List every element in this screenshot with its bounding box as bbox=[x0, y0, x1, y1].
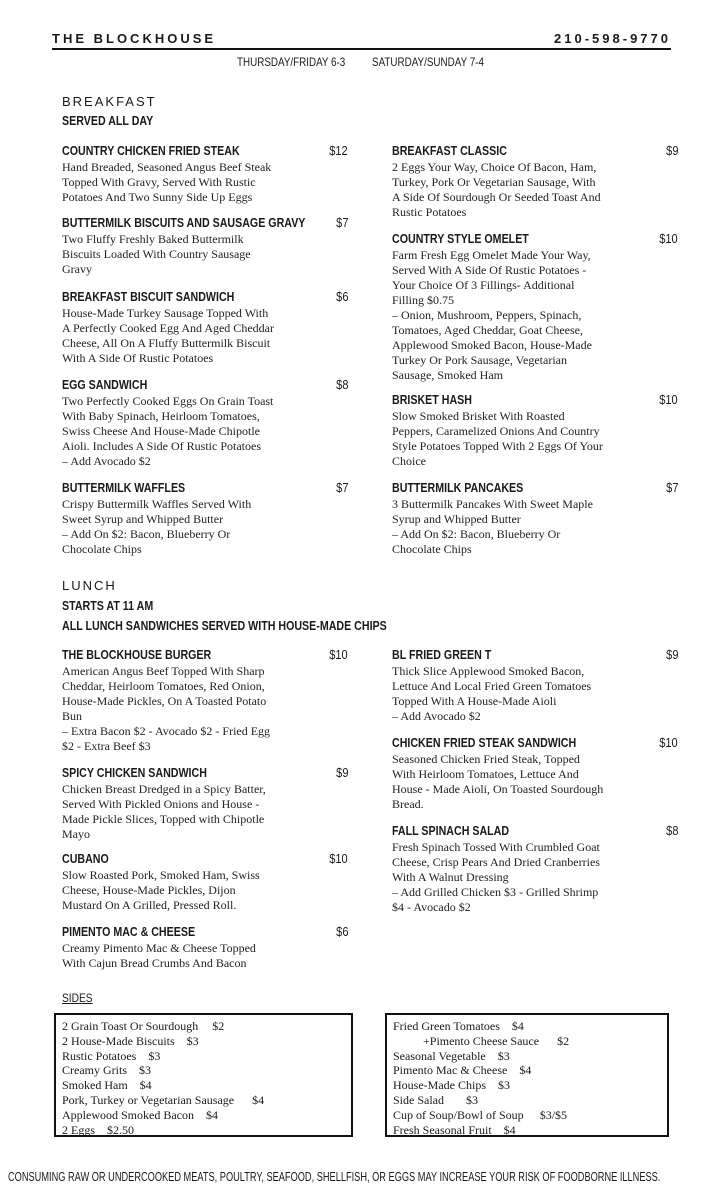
menu-item bbox=[392, 142, 678, 220]
item-name: CUBANO bbox=[62, 851, 109, 866]
item-price: $10 bbox=[329, 851, 348, 866]
item-price: $8 bbox=[335, 377, 348, 392]
item-name: BREAKFAST CLASSIC bbox=[392, 143, 507, 158]
side-item: Cup of Soup/Bowl of Soup $3/$5 bbox=[393, 1107, 568, 1122]
item-price: $9 bbox=[665, 647, 678, 662]
lunch-subtitle: STARTS AT 11 AM bbox=[62, 598, 154, 613]
item-price: $10 bbox=[659, 231, 678, 246]
item-price: $9 bbox=[335, 765, 348, 780]
item-name: BL FRIED GREEN T bbox=[392, 647, 492, 662]
item-description: Two Fluffy Freshly Baked Buttermilk Biscuits Loaded With Country Sausage Gravy bbox=[62, 232, 251, 276]
lunch-title: LUNCH bbox=[62, 578, 117, 593]
item-description: House-Made Turkey Sausage Topped With A Perfectly Cooked Egg And Aged Cheddar Cheese, All On A Fluffy Buttermilk Biscuit With A Side Of Rustic Potatoes bbox=[62, 306, 274, 365]
hours-weekend: SATURDAY/SUNDAY 7-4 bbox=[372, 55, 484, 69]
item-description: Thick Slice Applewood Smoked Bacon, Lettuce And Local Fried Green Tomatoes Topped With A House-Made Aioli – Add Avocado $2 bbox=[392, 664, 592, 723]
breakfast-subtitle: SERVED ALL DAY bbox=[62, 113, 154, 128]
menu-item bbox=[62, 288, 348, 366]
item-name: CHICKEN FRIED STEAK SANDWICH bbox=[392, 735, 577, 750]
item-description: Seasoned Chicken Fried Steak, Topped With Heirloom Tomatoes, Lettuce And House - Made Aioli, On Toasted Sourdough Bread. bbox=[392, 752, 604, 811]
side-item: 2 Grain Toast Or Sourdough $2 bbox=[62, 1019, 225, 1033]
menu-item bbox=[392, 479, 678, 557]
sides-box-right bbox=[385, 1013, 669, 1137]
menu-item bbox=[392, 734, 678, 812]
menu-item bbox=[392, 822, 678, 915]
menu-item bbox=[62, 142, 348, 205]
header-divider bbox=[52, 48, 671, 50]
item-price: $10 bbox=[659, 735, 678, 750]
item-name: BUTTERMILK WAFFLES bbox=[62, 480, 186, 495]
item-description: American Angus Beef Topped With Sharp Cheddar, Heirloom Tomatoes, Red Onion, House-Made Pickles, On A Toasted Potato Bun – Extra Bacon $2 - Avocado $2 - Fried Egg $2 - Extra Beef $3 bbox=[62, 664, 271, 753]
side-item: Applewood Smoked Bacon $4 bbox=[62, 1107, 218, 1122]
item-name: EGG SANDWICH bbox=[62, 377, 148, 392]
side-item: Rustic Potatoes $3 bbox=[62, 1048, 161, 1063]
menu-item bbox=[62, 214, 348, 277]
item-price: $7 bbox=[665, 480, 678, 495]
item-name: PIMENTO MAC & CHEESE bbox=[62, 924, 196, 939]
side-item: Side Salad $3 bbox=[393, 1092, 478, 1107]
side-item: Pork, Turkey or Vegetarian Sausage $4 bbox=[62, 1092, 265, 1107]
side-item: 2 Eggs $2.50 bbox=[62, 1122, 134, 1137]
side-item: Pimento Mac & Cheese $4 bbox=[393, 1063, 532, 1078]
item-price: $7 bbox=[335, 215, 348, 230]
breakfast-title: BREAKFAST bbox=[62, 94, 157, 109]
item-price: $6 bbox=[335, 289, 348, 304]
food-safety-disclaimer: CONSUMING RAW OR UNDERCOOKED MEATS, POULTRY, SEAFOOD, SHELLFISH, OR EGGS MAY INCREASE YOUR RISK OF FOODBORNE ILLNESS. bbox=[8, 1169, 661, 1184]
hours-weekday: THURSDAY/FRIDAY 6-3 bbox=[237, 55, 346, 69]
menu-item bbox=[62, 646, 348, 754]
item-name: FALL SPINACH SALAD bbox=[392, 823, 510, 838]
menu-item bbox=[62, 850, 348, 913]
item-description: Fresh Spinach Tossed With Crumbled Goat Cheese, Crisp Pears And Dried Cranberries With A Walnut Dressing – Add Grilled Chicken $3 - Grilled Shrimp $4 - Avocado $2 bbox=[392, 840, 600, 914]
side-item: 2 House-Made Biscuits $3 bbox=[62, 1033, 199, 1048]
item-description: Farm Fresh Egg Omelet Made Your Way, Served With A Side Of Rustic Potatoes - Your Choice Of 3 Fillings- Additional Filling $0.75 – Onion, Mushroom, Peppers, Spinach, Tomatoes, Aged Cheddar, Goat Cheese, Applewood Smoked Bacon, House-Made Turkey Or Pork Sausage, Vegetarian Sausage, Smoked Ham bbox=[392, 248, 592, 382]
item-name: COUNTRY CHICKEN FRIED STEAK bbox=[62, 143, 240, 158]
item-description: Hand Breaded, Seasoned Angus Beef Steak Topped With Gravy, Served With Rustic Potatoes And Two Sunny Side Up Eggs bbox=[62, 160, 272, 204]
phone-number: 210-598-9770 bbox=[554, 31, 671, 46]
side-item: Seasonal Vegetable $3 bbox=[393, 1048, 510, 1063]
item-price: $8 bbox=[665, 823, 678, 838]
item-description: 2 Eggs Your Way, Choice Of Bacon, Ham, Turkey, Pork Or Vegetarian Sausage, With A Side Of Sourdough Or Seeded Toast And Rustic Potatoes bbox=[392, 160, 601, 219]
side-item: Creamy Grits $3 bbox=[62, 1063, 151, 1078]
sides-title: SIDES bbox=[62, 991, 93, 1005]
menu-item bbox=[392, 646, 678, 724]
restaurant-name: THE BLOCKHOUSE bbox=[52, 31, 217, 46]
item-description: Slow Roasted Pork, Smoked Ham, Swiss Cheese, House-Made Pickles, Dijon Mustard On A Grilled, Pressed Roll. bbox=[62, 868, 260, 912]
item-name: BREAKFAST BISCUIT SANDWICH bbox=[62, 289, 235, 304]
item-price: $9 bbox=[665, 143, 678, 158]
side-item: Fried Green Tomatoes $4 bbox=[393, 1019, 524, 1033]
item-description: 3 Buttermilk Pancakes With Sweet Maple Syrup and Whipped Butter – Add On $2: Bacon, Blueberry Or Chocolate Chips bbox=[392, 497, 593, 556]
menu-item bbox=[62, 376, 348, 469]
item-description: Two Perfectly Cooked Eggs On Grain Toast With Baby Spinach, Heirloom Tomatoes, Swiss Cheese And House-Made Chipotle Aioli. Includes A Side Of Rustic Potatoes – Add Avocado $2 bbox=[62, 394, 274, 468]
item-name: BRISKET HASH bbox=[392, 392, 472, 407]
item-name: COUNTRY STYLE OMELET bbox=[392, 231, 529, 246]
item-price: $10 bbox=[329, 647, 348, 662]
item-price: $12 bbox=[329, 143, 348, 158]
side-item: House-Made Chips $3 bbox=[393, 1078, 510, 1093]
item-price: $10 bbox=[659, 392, 678, 407]
sides-box-left bbox=[54, 1013, 353, 1137]
menu-item bbox=[392, 230, 678, 383]
menu-item bbox=[62, 923, 348, 971]
menu-item bbox=[392, 391, 678, 469]
item-description: Crispy Buttermilk Waffles Served With Sweet Syrup and Whipped Butter – Add On $2: Bacon, Blueberry Or Chocolate Chips bbox=[62, 497, 252, 556]
menu-item bbox=[62, 764, 348, 842]
item-name: BUTTERMILK BISCUITS AND SAUSAGE GRAVY bbox=[62, 215, 306, 230]
item-name: THE BLOCKHOUSE BURGER bbox=[62, 647, 212, 662]
side-item: +Pimento Cheese Sauce $2 bbox=[423, 1033, 570, 1048]
item-description: Slow Smoked Brisket With Roasted Peppers, Caramelized Onions And Country Style Potatoes Topped With 2 Eggs Of Your Choice bbox=[392, 409, 603, 468]
lunch-note: ALL LUNCH SANDWICHES SERVED WITH HOUSE-MADE CHIPS bbox=[62, 618, 387, 633]
side-item: Smoked Ham $4 bbox=[62, 1078, 152, 1093]
item-price: $7 bbox=[335, 480, 348, 495]
item-price: $6 bbox=[335, 924, 348, 939]
item-description: Chicken Breast Dredged in a Spicy Batter, Served With Pickled Onions and House - Made Pickle Slices, Topped with Chipotle Mayo bbox=[62, 782, 266, 841]
item-name: SPICY CHICKEN SANDWICH bbox=[62, 765, 207, 780]
item-name: BUTTERMILK PANCAKES bbox=[392, 480, 524, 495]
menu-item bbox=[62, 479, 348, 557]
side-item: Fresh Seasonal Fruit $4 bbox=[393, 1122, 516, 1137]
item-description: Creamy Pimento Mac & Cheese Topped With Cajun Bread Crumbs And Bacon bbox=[62, 941, 256, 970]
